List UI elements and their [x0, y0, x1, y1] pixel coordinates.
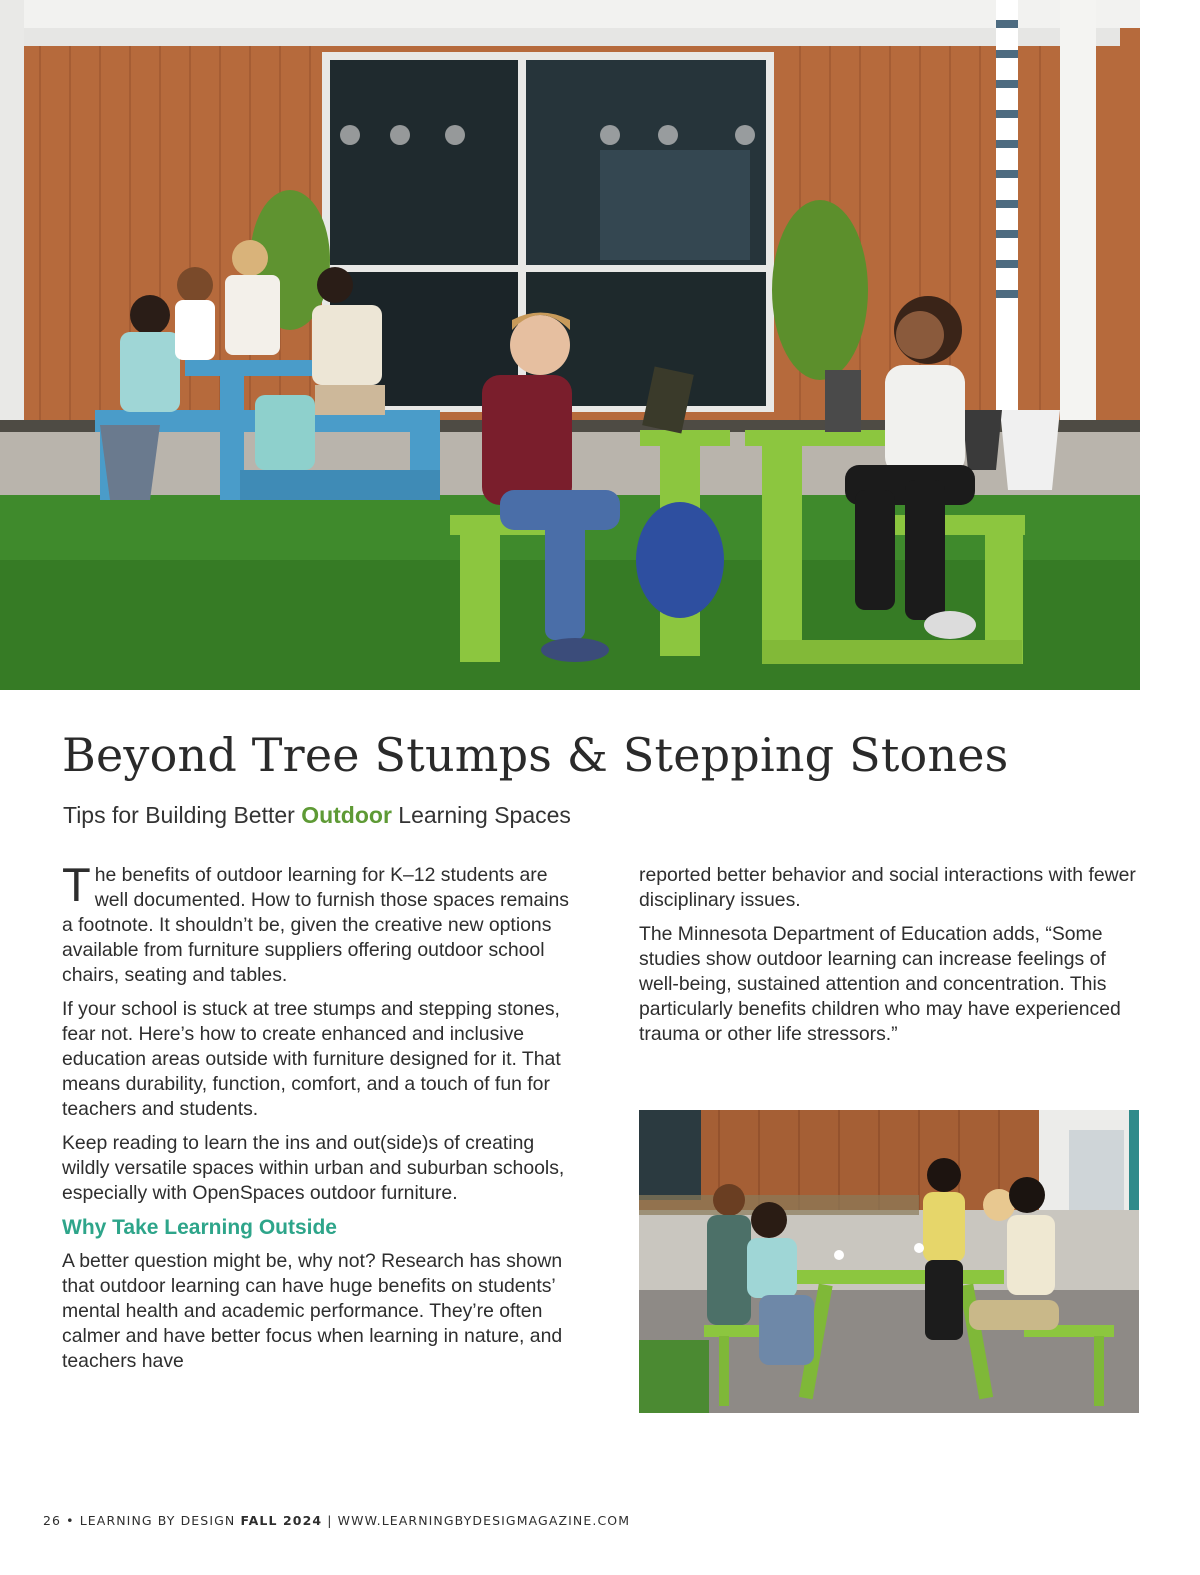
- body-paragraph-3: Keep reading to learn the ins and out(side)s of creating wildly versatile spaces within urban and suburban schools, especially with OpenSpaces outdoor furniture.: [62, 1132, 565, 1204]
- article-title: Beyond Tree Stumps & Stepping Stones: [62, 728, 1009, 782]
- secondary-photo: [639, 1110, 1139, 1413]
- intro-paragraph-text: he benefits of outdoor learning for K–12 students are well documented. How to furnish those spaces remains a footnote. It shouldn’t be, given the creative new options available from furniture suppliers offering outdoor school chairs, seating and tables.: [62, 864, 569, 986]
- secondary-photo-illustration: [639, 1110, 1139, 1413]
- body-paragraph-2: If your school is stuck at tree stumps and stepping stones, fear not. Here’s how to create enhanced and inclusive education areas outside with furniture designed for it. That means durability, function, comfort, and a touch of fun for teachers and students.: [62, 998, 561, 1120]
- article-column-left: [62, 858, 572, 1383]
- page-number: 26: [43, 1513, 62, 1528]
- subtitle-accent-word: Outdoor: [301, 802, 392, 828]
- section-heading: Why Take Learning Outside: [62, 1216, 337, 1239]
- hero-photo-illustration: [0, 0, 1140, 690]
- footer-issue: FALL 2024: [240, 1513, 323, 1528]
- article-column-right: [639, 863, 1144, 1056]
- article-subtitle: [63, 802, 1143, 829]
- subtitle-text-end: Learning Spaces: [391, 802, 571, 828]
- body-paragraph-5: reported better behavior and social interactions with fewer disciplinary issues.: [639, 864, 1136, 911]
- page-footer: [43, 1513, 743, 1528]
- footer-separator: |: [322, 1513, 338, 1528]
- footer-url: WWW.LEARNINGBYDESIGMAGAZINE.COM: [337, 1513, 631, 1528]
- drop-cap: T: [62, 858, 91, 911]
- footer-bullet: •: [61, 1513, 80, 1528]
- hero-photo: [0, 0, 1140, 690]
- subtitle-text-start: Tips for Building Better: [63, 802, 302, 828]
- body-paragraph-4: A better question might be, why not? Research has shown that outdoor learning can have huge benefits on students’ mental health and academic performance. They’re often calmer and have better focus when learning in nature, and teachers have: [62, 1250, 563, 1372]
- footer-magazine-name: LEARNING BY DESIGN: [79, 1513, 241, 1528]
- quote-paragraph: The Minnesota Department of Education adds, “Some studies show outdoor learning can increase feelings of well-being, sustained attention and concentration. This particularly benefits children who may have experienced trauma or other life stressors.”: [639, 923, 1121, 1045]
- intro-paragraph: [62, 858, 572, 988]
